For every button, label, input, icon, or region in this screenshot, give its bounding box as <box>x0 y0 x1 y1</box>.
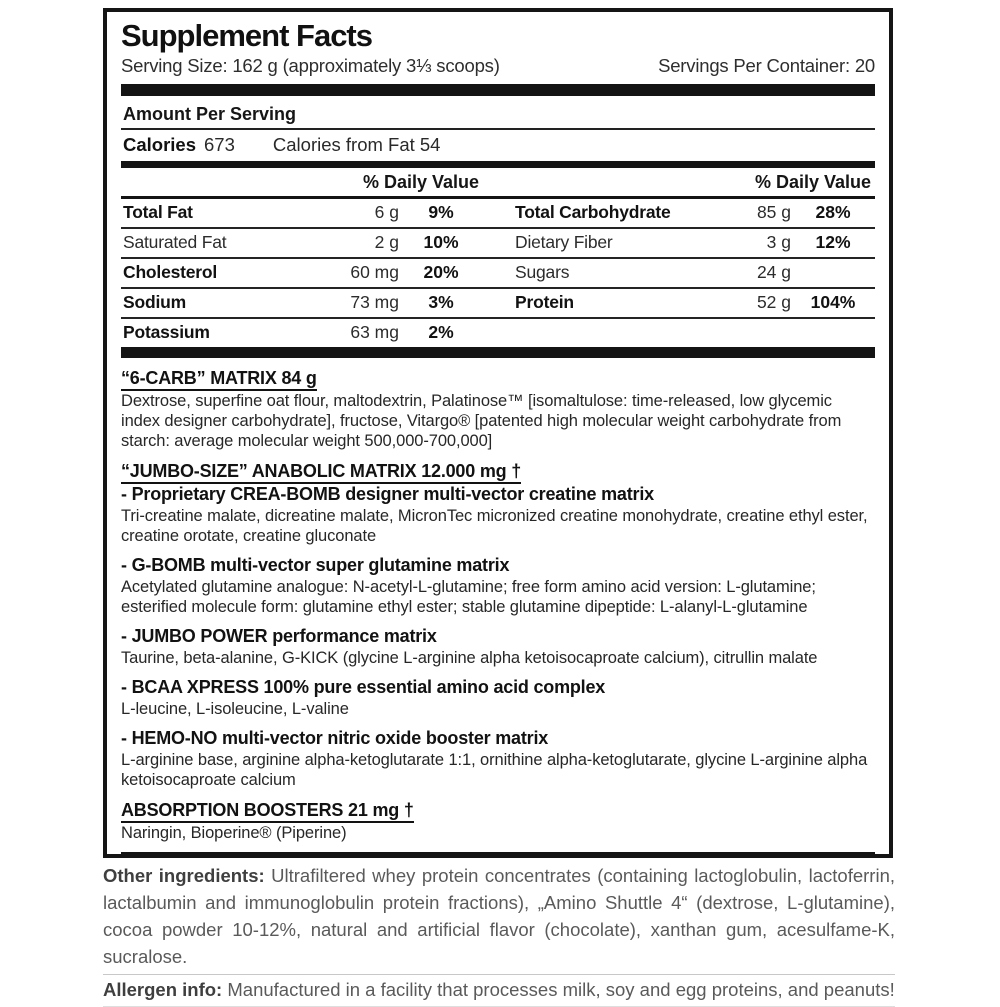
nutrient-percent: 28% <box>815 202 851 222</box>
bottom-separator <box>103 974 895 975</box>
nutrient-percent: 104% <box>810 292 856 312</box>
nutrient-percent: 2% <box>428 322 454 342</box>
servings-per-container: Servings Per Container: 20 <box>658 55 875 76</box>
nutrient-percent: 20% <box>423 262 459 282</box>
other-ingredients-text: Ultrafiltered whey protein concentrates (containing lactoglobulin, lactoferrin, lactalbumin and immunoglobulin protein fractions), „Amino Shuttle 4“ (dextrose, L-glutamine), cocoa powder 10-12%, natural and artificial flavor (chocolate), xanthan gum, acesulfame-K, sucralose. <box>103 865 896 967</box>
nutrient-name: Cholesterol <box>123 262 218 282</box>
nutrient-amount: 85 g <box>756 202 791 222</box>
subsection-header-hemo-no: - HEMO-NO multi-vector nitric oxide booster matrix <box>121 728 549 748</box>
bottom-info <box>103 862 895 1007</box>
nutrient-name: Sugars <box>515 262 570 282</box>
nutrient-name: Saturated Fat <box>123 232 227 252</box>
nutrient-percent: 12% <box>815 232 851 252</box>
allergen-info-text: Manufactured in a facility that processes milk, soy and egg proteins, and peanuts! <box>227 979 895 1000</box>
nutrient-row <box>121 259 875 289</box>
panel-title: Supplement Facts <box>121 18 372 53</box>
nutrient-row <box>121 319 875 347</box>
subsection-header-jumbo-power: - JUMBO POWER performance matrix <box>121 626 437 646</box>
matrix-sections <box>121 368 875 843</box>
calories-value: 673 <box>204 134 235 155</box>
nutrient-amount: 60 mg <box>350 262 399 282</box>
nutrient-amount: 52 g <box>756 292 791 312</box>
section-body: Dextrose, superfine oat flour, maltodextrin, Palatinose™ [isomaltulose: time-released, low glycemic index designer carbohydrate], fructose, Vitargo® [patented high molecular weight carbohydrate from starch: average molecular weight 500,000-700,000] <box>121 392 842 450</box>
daily-value-header-row <box>121 168 875 199</box>
calories-row <box>121 130 875 161</box>
nutrient-name: Sodium <box>123 292 186 312</box>
calories-label: Calories <box>123 134 197 155</box>
section-body: L-arginine base, arginine alpha-ketoglutarate 1:1, ornithine alpha-ketoglutarate, glycine L-arginine alpha ketoisocaproate calcium <box>121 751 868 789</box>
nutrient-row <box>121 289 875 319</box>
nutrient-row <box>121 199 875 229</box>
amount-per-serving-heading: Amount Per Serving <box>121 100 875 130</box>
divider-thick-footnote <box>121 852 875 858</box>
nutrient-amount: 3 g <box>766 232 791 252</box>
serving-size: Serving Size: 162 g (approximately 3⅓ scoops) <box>121 55 500 76</box>
nutrient-name: Total Carbohydrate <box>515 202 671 222</box>
daily-value-header-left: % Daily Value <box>362 172 479 192</box>
section-body: Acetylated glutamine analogue: N-acetyl-L-glutamine; free form amino acid version: L-glutamine; esterified molecule form: glutamine ethyl ester; stable glutamine dipeptide: L-alanyl-L-glutamine <box>121 578 816 616</box>
section-header-absorption-boosters: ABSORPTION BOOSTERS 21 mg † <box>121 800 875 821</box>
divider-thick-top <box>121 84 875 96</box>
section-body: Tri-creatine malate, dicreatine malate, MicronTec micronized creatine monohydrate, creatine ethyl ester, creatine orotate, creatine gluconate <box>121 507 868 545</box>
nutrient-percent: 10% <box>423 232 459 252</box>
nutrient-name: Protein <box>515 292 574 312</box>
subsection-header-g-bomb: - G-BOMB multi-vector super glutamine matrix <box>121 555 510 575</box>
divider-medium <box>121 161 875 168</box>
calories-from-fat: Calories from Fat 54 <box>272 134 441 155</box>
allergen-info-label: Allergen info: <box>103 979 223 1000</box>
allergen-info <box>103 978 895 1002</box>
nutrient-name: Potassium <box>123 322 210 342</box>
nutrient-percent: 9% <box>428 202 454 222</box>
nutrient-amount: 24 g <box>756 262 791 282</box>
other-ingredients-label: Other ingredients: <box>103 865 265 886</box>
nutrient-name: Total Fat <box>123 202 193 222</box>
subsection-header-bcaa-xpress: - BCAA XPRESS 100% pure essential amino acid complex <box>121 677 606 697</box>
section-header-6carb: “6-CARB” MATRIX 84 g <box>121 368 875 389</box>
daily-value-header-right: % Daily Value <box>754 172 871 192</box>
supplement-facts-panel <box>103 8 893 858</box>
nutrient-amount: 63 mg <box>350 322 399 342</box>
section-header-jumbo-size: “JUMBO-SIZE” ANABOLIC MATRIX 12.000 mg † <box>121 461 875 482</box>
section-body: Taurine, beta-alanine, G-KICK (glycine L-arginine alpha ketoisocaproate calcium), citrullin malate <box>121 649 818 667</box>
nutrient-amount: 6 g <box>374 202 399 222</box>
serving-info-row <box>121 55 875 77</box>
other-ingredients <box>103 862 895 970</box>
nutrient-name: Dietary Fiber <box>515 232 613 252</box>
nutrient-amount: 2 g <box>374 232 399 252</box>
divider-thick-table-end <box>121 347 875 358</box>
section-body: Naringin, Bioperine® (Piperine) <box>121 824 347 842</box>
nutrient-row <box>121 229 875 259</box>
nutrient-amount: 73 mg <box>350 292 399 312</box>
section-body: L-leucine, L-isoleucine, L-valine <box>121 700 349 718</box>
nutrient-percent: 3% <box>428 292 454 312</box>
subsection-header-crea-bomb: - Proprietary CREA-BOMB designer multi-vector creatine matrix <box>121 484 654 504</box>
